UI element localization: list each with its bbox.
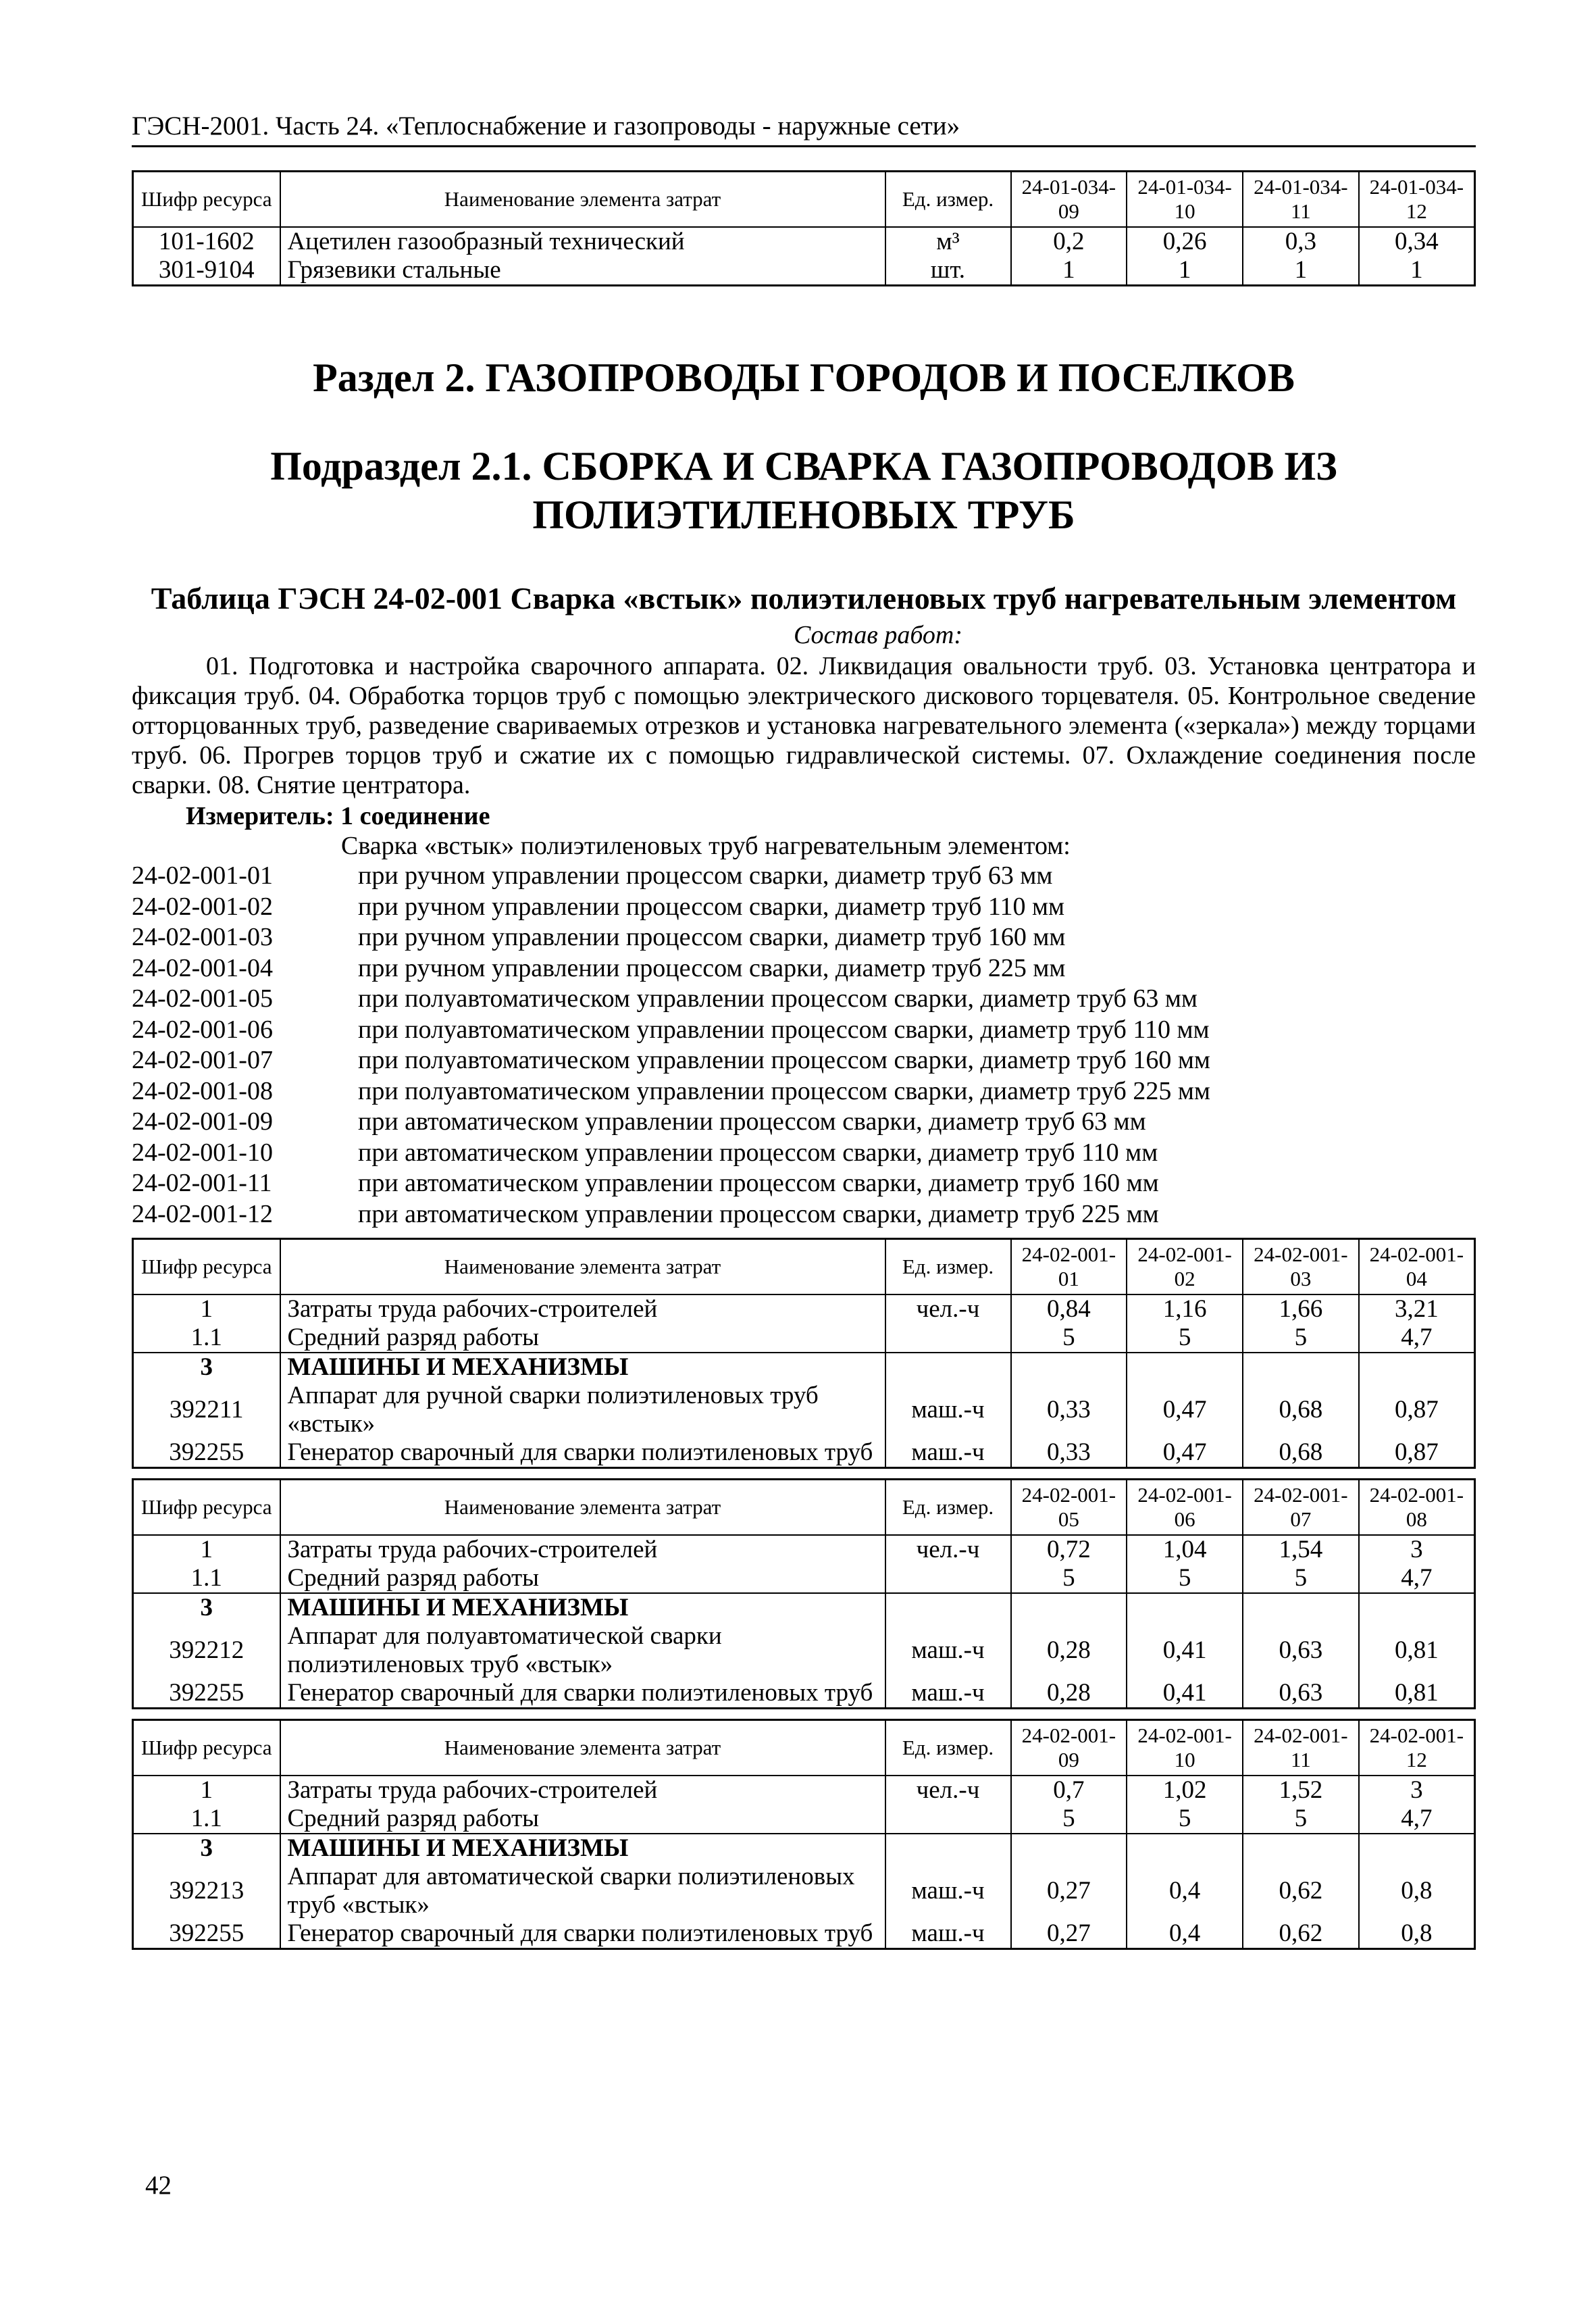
top-resource-table bbox=[132, 170, 1476, 286]
work-description: при полуавтоматическом управлении процессом сварки, диаметр труб 110 мм bbox=[358, 1015, 1210, 1044]
resource-unit bbox=[885, 1353, 1011, 1382]
norm-value: 5 bbox=[1127, 1805, 1243, 1834]
resource-unit: м³ bbox=[885, 227, 1011, 256]
col-norm-header: 24-02-001-09 bbox=[1011, 1720, 1127, 1776]
norm-value bbox=[1127, 1834, 1243, 1863]
norm-value: 3 bbox=[1359, 1535, 1475, 1564]
page-number: 42 bbox=[145, 2171, 172, 2200]
norm-value bbox=[1243, 1353, 1359, 1382]
norm-value: 5 bbox=[1011, 1564, 1127, 1593]
norm-value: 1,02 bbox=[1127, 1776, 1243, 1805]
norm-value: 3 bbox=[1359, 1776, 1475, 1805]
norm-value: 0,4 bbox=[1127, 1863, 1243, 1919]
resource-unit bbox=[885, 1593, 1011, 1622]
norm-table bbox=[132, 1478, 1476, 1709]
resource-code: 392213 bbox=[133, 1863, 280, 1919]
work-code: 24-02-001-09 bbox=[132, 1107, 273, 1136]
list-item bbox=[132, 953, 1476, 984]
norm-value: 0,8 bbox=[1359, 1919, 1475, 1949]
col-name-header: Наименование элемента затрат bbox=[280, 1239, 885, 1295]
norm-value: 0,4 bbox=[1127, 1919, 1243, 1949]
resource-unit bbox=[885, 1834, 1011, 1863]
norm-value: 1,16 bbox=[1127, 1294, 1243, 1324]
norm-value bbox=[1127, 1593, 1243, 1622]
resource-unit: чел.-ч bbox=[885, 1294, 1011, 1324]
list-item bbox=[132, 922, 1476, 953]
norm-value: 0,26 bbox=[1127, 227, 1243, 256]
resource-unit: маш.-ч bbox=[885, 1679, 1011, 1709]
col-norm-header: 24-02-001-01 bbox=[1011, 1239, 1127, 1295]
table-row bbox=[133, 1919, 1475, 1949]
norm-value: 1 bbox=[1011, 256, 1127, 286]
resource-code: 3 bbox=[133, 1834, 280, 1863]
resource-name: Генератор сварочный для сварки полиэтиленовых труб bbox=[280, 1679, 885, 1709]
col-norm-header: 24-02-001-11 bbox=[1243, 1720, 1359, 1776]
work-code: 24-02-001-12 bbox=[132, 1199, 273, 1228]
norm-value bbox=[1243, 1593, 1359, 1622]
col-code-header: Шифр ресурса bbox=[133, 1720, 280, 1776]
col-norm-header: 24-02-001-03 bbox=[1243, 1239, 1359, 1295]
col-name-header: Наименование элемента затрат bbox=[280, 1720, 885, 1776]
composition-text: 01. Подготовка и настройка сварочного аппарата. 02. Ликвидация овальности труб. 03. Установка центратора и фиксация труб. 04. Обработка торцов труб с помощью электрического дискового торцевателя. 05. Контрольное сведение отторцованных труб, разведение свариваемых отрезков и установка нагревательного элемента («зеркала») между торцами труб. 06. Прогрев торцов труб и сжатие их с помощью гидравлической системы. 07. Охлаждение соединения после сварки. 08. Снятие центратора. bbox=[132, 652, 1476, 799]
resource-unit bbox=[885, 1805, 1011, 1834]
resource-name: Средний разряд работы bbox=[280, 1805, 885, 1834]
col-unit-header: Ед. измер. bbox=[885, 1480, 1011, 1536]
norm-value: 0,81 bbox=[1359, 1622, 1475, 1679]
table-title: Таблица ГЭСН 24-02-001 Сварка «встык» полиэтиленовых труб нагревательным элементом bbox=[151, 581, 1457, 615]
table-row bbox=[133, 1834, 1475, 1863]
norm-value: 0,34 bbox=[1359, 227, 1475, 256]
resource-unit: маш.-ч bbox=[885, 1382, 1011, 1438]
resource-unit bbox=[885, 1564, 1011, 1593]
norm-value: 0,62 bbox=[1243, 1919, 1359, 1949]
norm-value: 0,7 bbox=[1011, 1776, 1127, 1805]
resource-name: Грязевики стальные bbox=[280, 256, 885, 286]
resource-code: 392255 bbox=[133, 1679, 280, 1709]
table-row bbox=[133, 1438, 1475, 1468]
col-norm-header: 24-02-001-02 bbox=[1127, 1239, 1243, 1295]
top-resource-table-wrap bbox=[132, 170, 1476, 286]
work-code: 24-02-001-10 bbox=[132, 1138, 273, 1167]
work-description: при автоматическом управлении процессом сварки, диаметр труб 160 мм bbox=[358, 1169, 1159, 1197]
work-description: при ручном управлении процессом сварки, диаметр труб 63 мм bbox=[358, 861, 1053, 890]
table-row bbox=[133, 1294, 1475, 1324]
document-page bbox=[132, 111, 1476, 1950]
resource-unit: чел.-ч bbox=[885, 1535, 1011, 1564]
norm-value bbox=[1359, 1834, 1475, 1863]
norm-value bbox=[1243, 1834, 1359, 1863]
work-code: 24-02-001-04 bbox=[132, 953, 273, 982]
norm-value: 0,8 bbox=[1359, 1863, 1475, 1919]
resource-name: МАШИНЫ И МЕХАНИЗМЫ bbox=[280, 1353, 885, 1382]
resource-unit: маш.-ч bbox=[885, 1622, 1011, 1679]
norm-value: 5 bbox=[1243, 1805, 1359, 1834]
list-item bbox=[132, 984, 1476, 1015]
resource-code: 1 bbox=[133, 1776, 280, 1805]
work-list bbox=[132, 861, 1476, 1230]
norm-value: 0,41 bbox=[1127, 1622, 1243, 1679]
norm-value: 3,21 bbox=[1359, 1294, 1475, 1324]
norm-value: 0,87 bbox=[1359, 1438, 1475, 1468]
col-norm-header: 24-02-001-05 bbox=[1011, 1480, 1127, 1536]
norm-value: 1,04 bbox=[1127, 1535, 1243, 1564]
resource-name: МАШИНЫ И МЕХАНИЗМЫ bbox=[280, 1593, 885, 1622]
col-norm-header: 24-02-001-10 bbox=[1127, 1720, 1243, 1776]
norm-value: 1 bbox=[1127, 256, 1243, 286]
norm-value: 0,81 bbox=[1359, 1679, 1475, 1709]
work-code: 24-02-001-06 bbox=[132, 1015, 273, 1044]
measure-unit: Измеритель: 1 соединение bbox=[186, 802, 490, 830]
work-code: 24-02-001-08 bbox=[132, 1076, 273, 1105]
work-description: при полуавтоматическом управлении процессом сварки, диаметр труб 225 мм bbox=[358, 1076, 1210, 1105]
work-description: при ручном управлении процессом сварки, диаметр труб 225 мм bbox=[358, 953, 1066, 982]
norm-value bbox=[1359, 1593, 1475, 1622]
resource-code: 3 bbox=[133, 1593, 280, 1622]
col-code-header: Шифр ресурса bbox=[133, 1480, 280, 1536]
resource-name: Аппарат для полуавтоматической сварки полиэтиленовых труб «встык» bbox=[280, 1622, 885, 1679]
work-code: 24-02-001-03 bbox=[132, 923, 273, 951]
norm-value bbox=[1359, 1353, 1475, 1382]
table-row bbox=[133, 1776, 1475, 1805]
work-description: при ручном управлении процессом сварки, диаметр труб 110 мм bbox=[358, 892, 1065, 921]
resource-code: 1 bbox=[133, 1294, 280, 1324]
table-row bbox=[133, 1564, 1475, 1593]
resource-code: 1 bbox=[133, 1535, 280, 1564]
resource-name: Ацетилен газообразный технический bbox=[280, 227, 885, 256]
list-item bbox=[132, 892, 1476, 923]
work-list-intro: Сварка «встык» полиэтиленовых труб нагревательным элементом: bbox=[341, 832, 1071, 860]
resource-code: 301-9104 bbox=[133, 256, 280, 286]
col-unit-header: Ед. измер. bbox=[885, 172, 1011, 228]
table-row bbox=[133, 1324, 1475, 1353]
work-description: при автоматическом управлении процессом сварки, диаметр труб 225 мм bbox=[358, 1199, 1159, 1228]
resource-name: Средний разряд работы bbox=[280, 1564, 885, 1593]
table-row bbox=[133, 1622, 1475, 1679]
norm-value: 5 bbox=[1011, 1324, 1127, 1353]
norm-value: 0,72 bbox=[1011, 1535, 1127, 1564]
list-item bbox=[132, 1107, 1476, 1138]
table-row bbox=[133, 1535, 1475, 1564]
norm-value: 0,68 bbox=[1243, 1438, 1359, 1468]
list-item bbox=[132, 1168, 1476, 1199]
col-norm-header: 24-01-034-09 bbox=[1011, 172, 1127, 228]
norm-value: 0,27 bbox=[1011, 1919, 1127, 1949]
table-row bbox=[133, 1863, 1475, 1919]
resource-name: Генератор сварочный для сварки полиэтиленовых труб bbox=[280, 1438, 885, 1468]
work-code: 24-02-001-02 bbox=[132, 892, 273, 921]
col-norm-header: 24-01-034-12 bbox=[1359, 172, 1475, 228]
resource-name: Аппарат для автоматической сварки полиэтиленовых труб «встык» bbox=[280, 1863, 885, 1919]
norm-value: 0,28 bbox=[1011, 1679, 1127, 1709]
norm-value: 4,7 bbox=[1359, 1805, 1475, 1834]
norm-value: 0,2 bbox=[1011, 227, 1127, 256]
list-item bbox=[132, 861, 1476, 892]
norm-value: 0,47 bbox=[1127, 1382, 1243, 1438]
col-name-header: Наименование элемента затрат bbox=[280, 172, 885, 228]
resource-unit: маш.-ч bbox=[885, 1438, 1011, 1468]
norm-value bbox=[1011, 1353, 1127, 1382]
norm-value: 0,3 bbox=[1243, 227, 1359, 256]
work-code: 24-02-001-05 bbox=[132, 984, 273, 1013]
work-description: при автоматическом управлении процессом сварки, диаметр труб 63 мм bbox=[358, 1107, 1146, 1136]
composition-heading: Состав работ: bbox=[793, 621, 963, 649]
resource-name: МАШИНЫ И МЕХАНИЗМЫ bbox=[280, 1834, 885, 1863]
norm-table-wrap bbox=[132, 1719, 1476, 1950]
resource-code: 392211 bbox=[133, 1382, 280, 1438]
norm-value: 1,52 bbox=[1243, 1776, 1359, 1805]
table-row bbox=[133, 1353, 1475, 1382]
norm-table bbox=[132, 1238, 1476, 1469]
resource-code: 392255 bbox=[133, 1438, 280, 1468]
resource-unit bbox=[885, 1324, 1011, 1353]
resource-unit: маш.-ч bbox=[885, 1863, 1011, 1919]
norm-value: 4,7 bbox=[1359, 1324, 1475, 1353]
norm-value: 1 bbox=[1359, 256, 1475, 286]
work-description: при автоматическом управлении процессом сварки, диаметр труб 110 мм bbox=[358, 1138, 1158, 1167]
resource-name: Аппарат для ручной сварки полиэтиленовых труб «встык» bbox=[280, 1382, 885, 1438]
norm-value: 5 bbox=[1243, 1324, 1359, 1353]
col-code-header: Шифр ресурса bbox=[133, 1239, 280, 1295]
work-description: при ручном управлении процессом сварки, диаметр труб 160 мм bbox=[358, 923, 1066, 951]
norm-value: 5 bbox=[1127, 1564, 1243, 1593]
col-norm-header: 24-02-001-06 bbox=[1127, 1480, 1243, 1536]
norm-value: 0,27 bbox=[1011, 1863, 1127, 1919]
work-description: при полуавтоматическом управлении процессом сварки, диаметр труб 160 мм bbox=[358, 1046, 1210, 1074]
resource-unit: чел.-ч bbox=[885, 1776, 1011, 1805]
norm-value: 1,66 bbox=[1243, 1294, 1359, 1324]
norm-value: 0,62 bbox=[1243, 1863, 1359, 1919]
norm-value: 0,68 bbox=[1243, 1382, 1359, 1438]
table-row bbox=[133, 256, 1475, 286]
col-unit-header: Ед. измер. bbox=[885, 1239, 1011, 1295]
list-item bbox=[132, 1076, 1476, 1107]
norm-value: 4,7 bbox=[1359, 1564, 1475, 1593]
table-row bbox=[133, 1805, 1475, 1834]
col-norm-header: 24-02-001-08 bbox=[1359, 1480, 1475, 1536]
norm-table-wrap bbox=[132, 1478, 1476, 1709]
norm-table-wrap bbox=[132, 1238, 1476, 1469]
norm-value: 0,33 bbox=[1011, 1382, 1127, 1438]
list-item bbox=[132, 1138, 1476, 1169]
resource-name: Затраты труда рабочих-строителей bbox=[280, 1294, 885, 1324]
resource-name: Затраты труда рабочих-строителей bbox=[280, 1535, 885, 1564]
list-item bbox=[132, 1199, 1476, 1230]
work-code: 24-02-001-11 bbox=[132, 1169, 272, 1197]
resource-code: 3 bbox=[133, 1353, 280, 1382]
resource-unit: маш.-ч bbox=[885, 1919, 1011, 1949]
work-description: при полуавтоматическом управлении процессом сварки, диаметр труб 63 мм bbox=[358, 984, 1198, 1013]
resource-code: 1.1 bbox=[133, 1805, 280, 1834]
norm-value: 1 bbox=[1243, 256, 1359, 286]
norm-value bbox=[1011, 1834, 1127, 1863]
table-row bbox=[133, 1679, 1475, 1709]
col-unit-header: Ед. измер. bbox=[885, 1720, 1011, 1776]
resource-name: Затраты труда рабочих-строителей bbox=[280, 1776, 885, 1805]
norm-value: 0,47 bbox=[1127, 1438, 1243, 1468]
resource-unit: шт. bbox=[885, 256, 1011, 286]
col-norm-header: 24-02-001-04 bbox=[1359, 1239, 1475, 1295]
resource-code: 1.1 bbox=[133, 1564, 280, 1593]
col-norm-header: 24-02-001-07 bbox=[1243, 1480, 1359, 1536]
list-item bbox=[132, 1015, 1476, 1046]
list-item bbox=[132, 1045, 1476, 1076]
subsection-title: Подраздел 2.1. СБОРКА И СВАРКА ГАЗОПРОВОДОВ ИЗ ПОЛИЭТИЛЕНОВЫХ ТРУБ bbox=[270, 444, 1337, 537]
work-code: 24-02-001-01 bbox=[132, 861, 273, 890]
resource-code: 392212 bbox=[133, 1622, 280, 1679]
norm-value: 0,33 bbox=[1011, 1438, 1127, 1468]
table-row bbox=[133, 227, 1475, 256]
norm-value bbox=[1127, 1353, 1243, 1382]
col-norm-header: 24-01-034-10 bbox=[1127, 172, 1243, 228]
resource-name: Генератор сварочный для сварки полиэтиленовых труб bbox=[280, 1919, 885, 1949]
col-norm-header: 24-01-034-11 bbox=[1243, 172, 1359, 228]
col-name-header: Наименование элемента затрат bbox=[280, 1480, 885, 1536]
section-title: Раздел 2. ГАЗОПРОВОДЫ ГОРОДОВ И ПОСЕЛКОВ bbox=[313, 355, 1295, 400]
col-norm-header: 24-02-001-12 bbox=[1359, 1720, 1475, 1776]
resource-code: 1.1 bbox=[133, 1324, 280, 1353]
norm-value bbox=[1011, 1593, 1127, 1622]
norm-tables bbox=[132, 1238, 1476, 1950]
norm-value: 0,41 bbox=[1127, 1679, 1243, 1709]
norm-value: 5 bbox=[1011, 1805, 1127, 1834]
work-code: 24-02-001-07 bbox=[132, 1046, 273, 1074]
norm-value: 0,28 bbox=[1011, 1622, 1127, 1679]
norm-value: 0,63 bbox=[1243, 1622, 1359, 1679]
norm-table bbox=[132, 1719, 1476, 1950]
table-row bbox=[133, 1382, 1475, 1438]
resource-name: Средний разряд работы bbox=[280, 1324, 885, 1353]
norm-value: 0,84 bbox=[1011, 1294, 1127, 1324]
col-code-header: Шифр ресурса bbox=[133, 172, 280, 228]
norm-value: 1,54 bbox=[1243, 1535, 1359, 1564]
resource-code: 101-1602 bbox=[133, 227, 280, 256]
table-row bbox=[133, 1593, 1475, 1622]
norm-value: 0,63 bbox=[1243, 1679, 1359, 1709]
running-header: ГЭСН-2001. Часть 24. «Теплоснабжение и газопроводы - наружные сети» bbox=[132, 111, 1476, 147]
norm-value: 5 bbox=[1127, 1324, 1243, 1353]
norm-value: 5 bbox=[1243, 1564, 1359, 1593]
norm-value: 0,87 bbox=[1359, 1382, 1475, 1438]
resource-code: 392255 bbox=[133, 1919, 280, 1949]
